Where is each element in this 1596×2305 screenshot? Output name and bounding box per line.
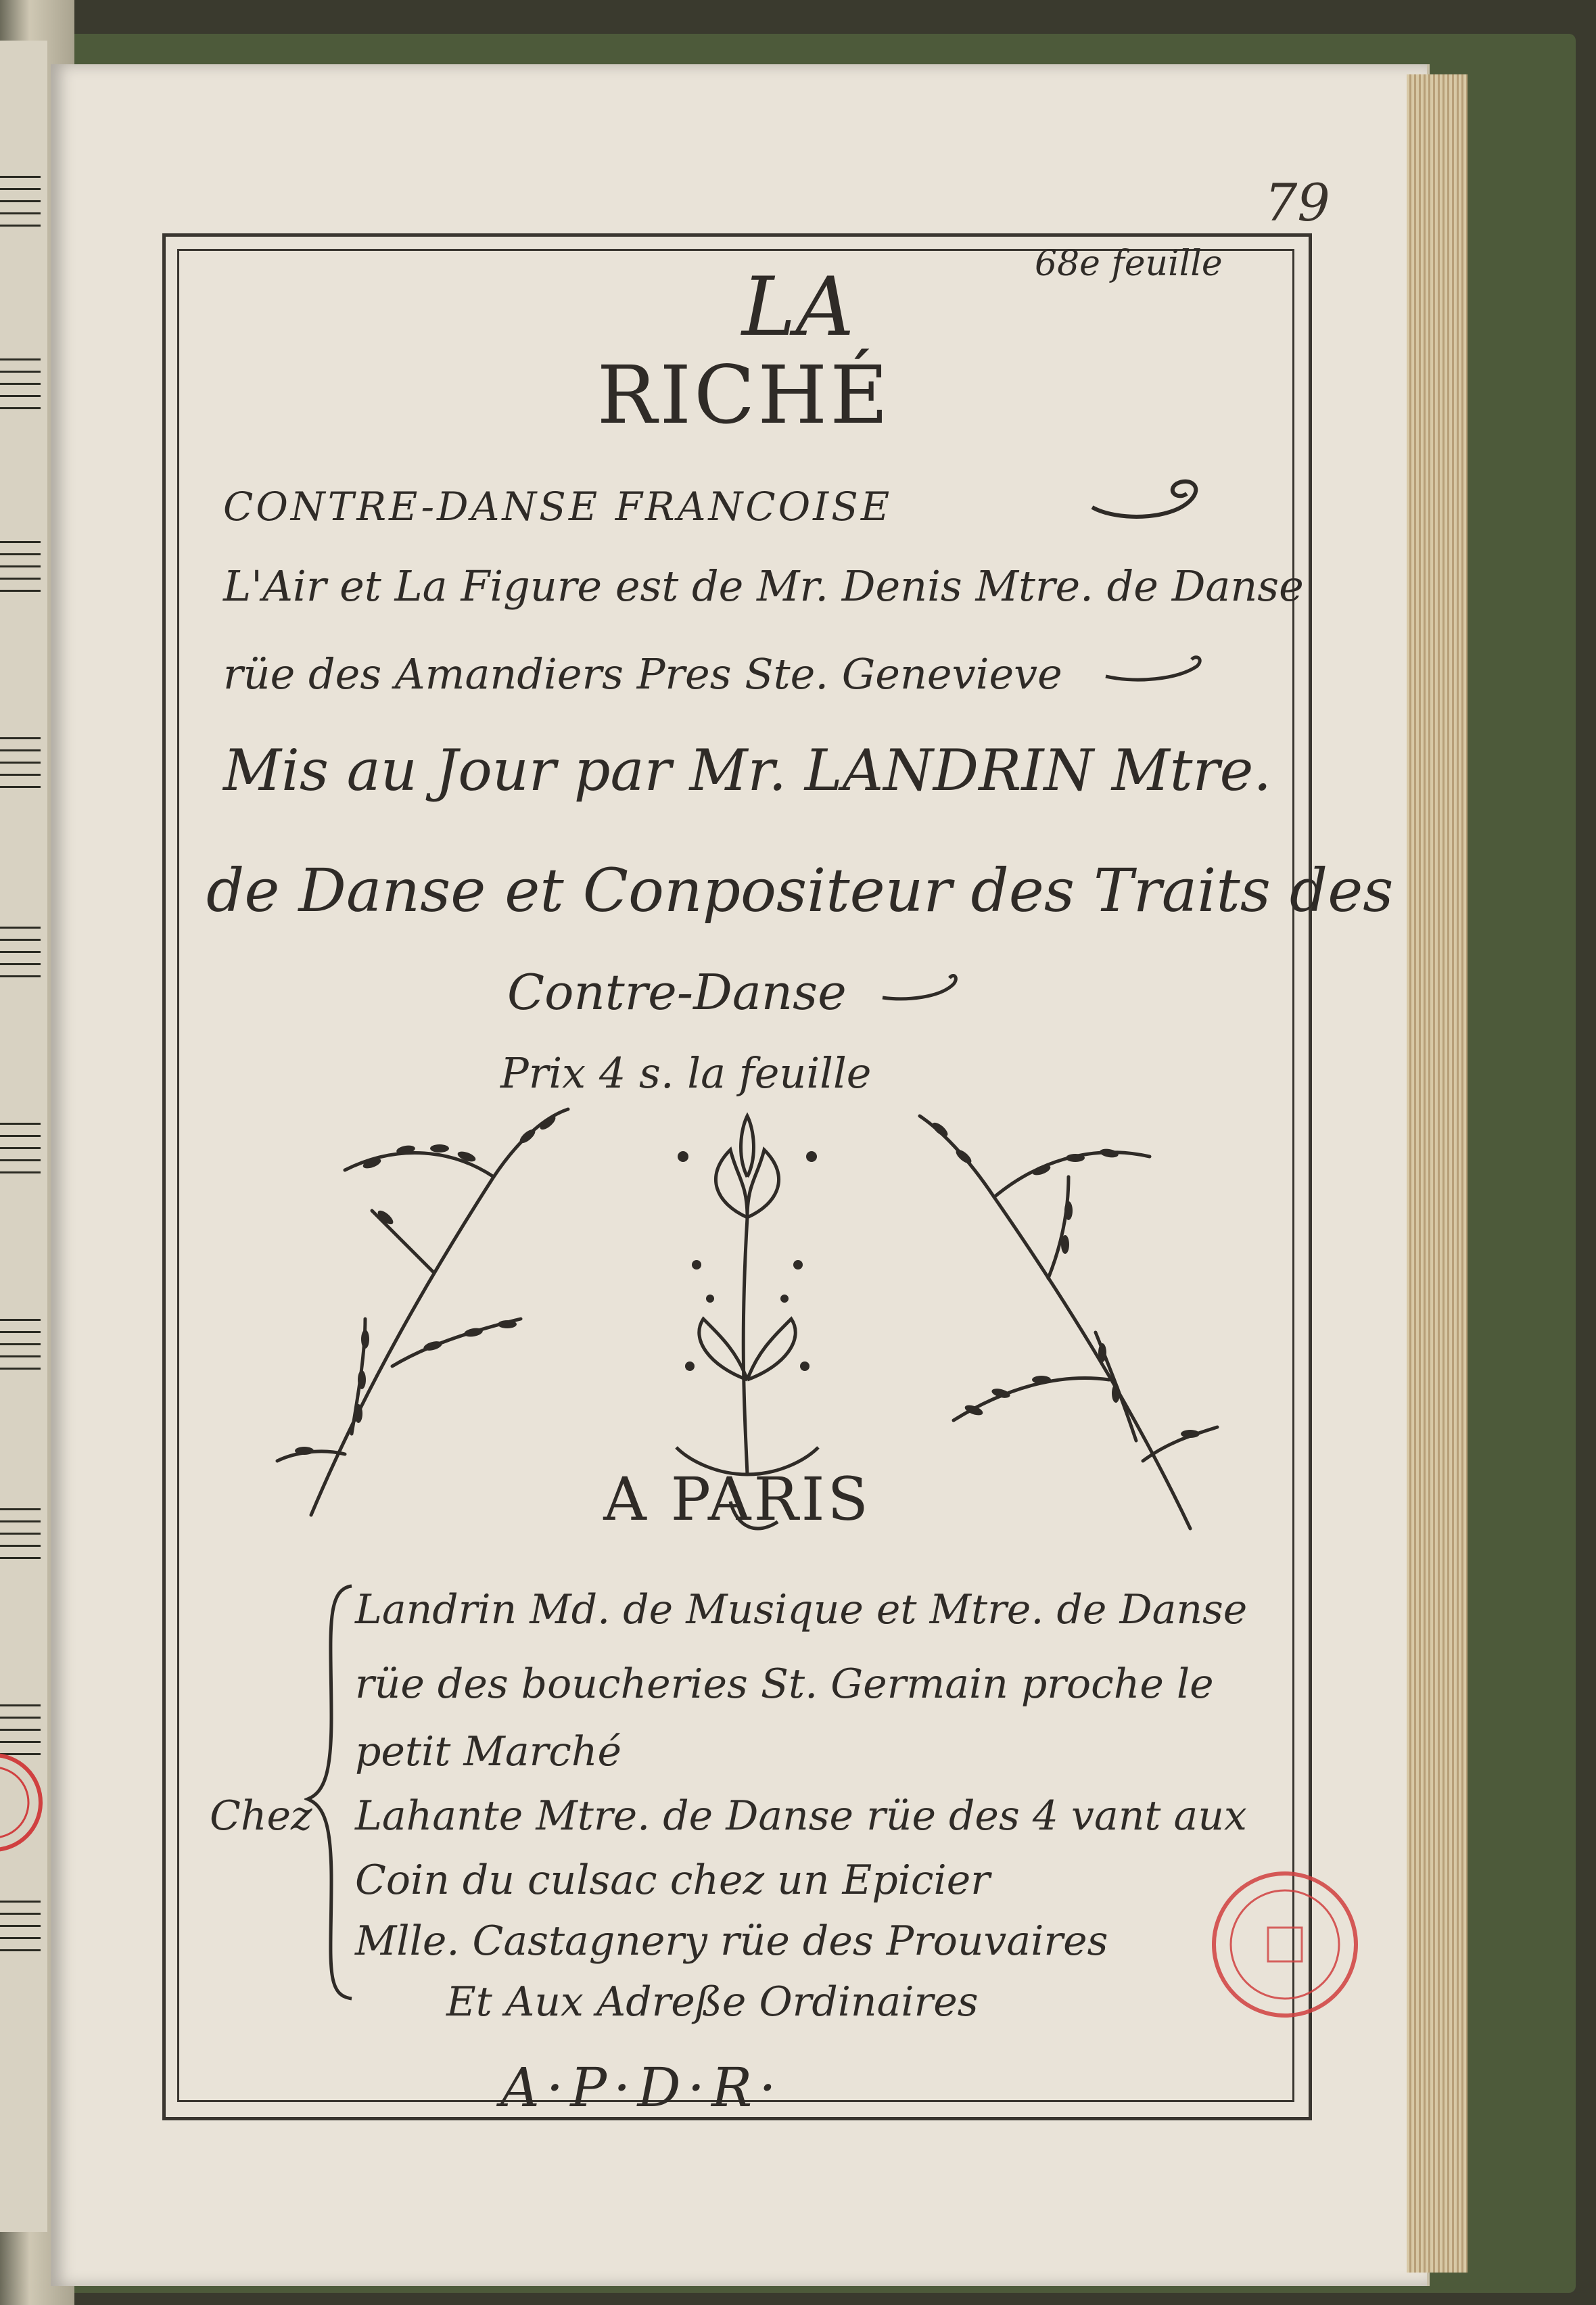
title-line-2: RICHÉ [596, 348, 891, 442]
subtitle: CONTRE-DANSE FRANCOISE [223, 484, 893, 530]
privilege-mark: A·P·D·R· [500, 2056, 783, 2119]
title-line-1: LA [741, 260, 855, 354]
music-staff [0, 1123, 41, 1184]
credit-line-2: rüe des Amandiers Pres Ste. Genevieve [223, 649, 1062, 699]
address-line: petit Marché [355, 1728, 622, 1775]
address-line: Landrin Md. de Musique et Mtre. de Danse [355, 1586, 1248, 1633]
brace-icon [304, 1583, 358, 2002]
price: Prix 4 s. la feuille [500, 1048, 872, 1098]
credit-line-5: Contre-Danse [507, 964, 847, 1021]
sheet-number: 68e feuille [1035, 243, 1223, 284]
music-staff [0, 541, 41, 602]
address-line: Mlle. Castagnery rüe des Prouvaires [355, 1917, 1108, 1965]
library-stamp-icon [1204, 1863, 1366, 2026]
chez-label: Chez [210, 1792, 312, 1840]
credit-line-3: Mis au Jour par Mr. LANDRIN Mtre. [223, 737, 1272, 804]
credit-line-4: de Danse et Conpositeur des Traits des [206, 856, 1394, 925]
address-line: Et Aux Adreße Ordinaires [446, 1978, 979, 2026]
music-staff [0, 927, 41, 987]
page-number: 79 [1265, 172, 1330, 233]
music-staff [0, 1901, 41, 1961]
address-line: Coin du culsac chez un Epicier [355, 1857, 990, 1904]
flourish-icon [1089, 467, 1211, 534]
music-staff [0, 1319, 41, 1380]
music-staff [0, 176, 41, 237]
library-stamp-partial [0, 1721, 47, 1884]
imprint-city: A PARIS [603, 1464, 871, 1534]
address-line: rüe des boucheries St. Germain proche le [355, 1660, 1214, 1708]
flourish-icon [1102, 646, 1211, 700]
credit-line-1: L'Air et La Figure est de Mr. Denis Mtre. de Danse [223, 561, 1304, 611]
address-line: Lahante Mtre. de Danse rüe des 4 vant aux [355, 1792, 1247, 1840]
flourish-icon [879, 960, 967, 1015]
music-staff [0, 737, 41, 798]
